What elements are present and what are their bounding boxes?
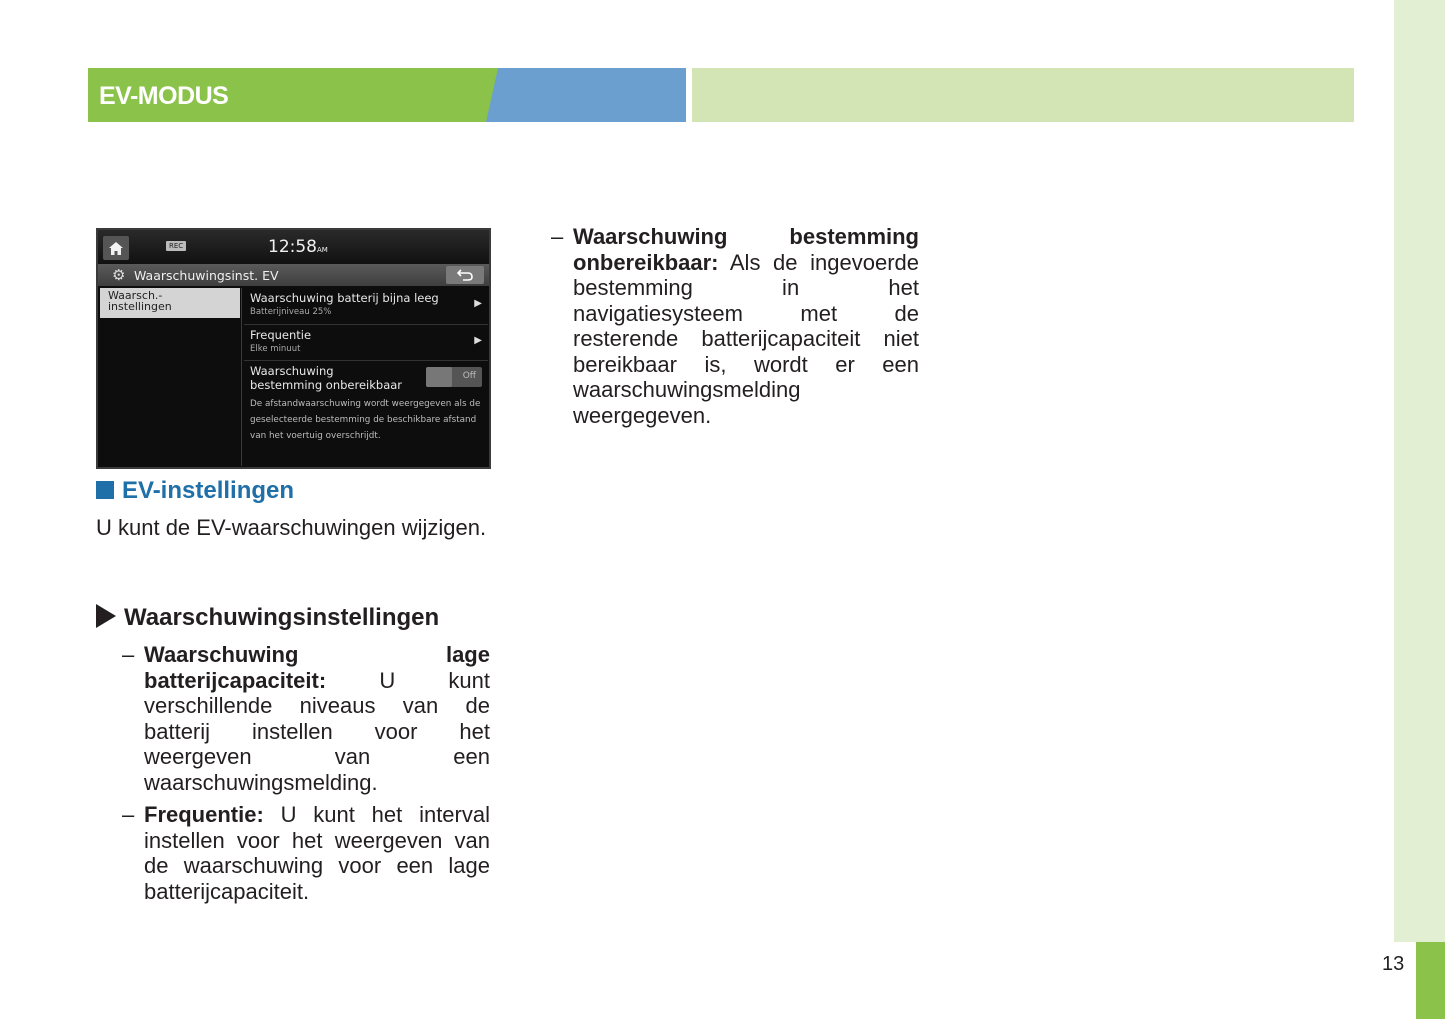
- rec-indicator: REC: [166, 241, 186, 251]
- subsection-heading: [96, 604, 439, 632]
- chapter-title: EV-MODUS: [99, 82, 229, 110]
- setting-row-frequency[interactable]: [244, 325, 488, 361]
- chevron-right-icon: ▶: [474, 298, 482, 309]
- item-text: U kunt het interval instellen voor het weergeven van de waarschuwing voor een lage batterijcapaciteit.: [144, 802, 490, 904]
- setting-label: [250, 364, 402, 392]
- item-text: U kunt verschillende niveaus van de batterij instellen voor het weergeven van een waarschuwingsmelding.: [144, 667, 490, 795]
- setting-value: Elke minuut: [250, 344, 301, 354]
- sidebar-item-label-line1: Waarsch.-: [108, 289, 163, 302]
- section-heading-text: EV-instellingen: [122, 477, 295, 504]
- item-term: Frequentie:: [144, 802, 264, 827]
- sidebar-item-label-line2: instellingen: [108, 300, 172, 313]
- toggle-state: Off: [462, 371, 476, 381]
- side-margin-strip: [1394, 0, 1445, 942]
- screen-title: Waarschuwingsinst. EV: [134, 268, 279, 283]
- chevron-right-icon: ▶: [474, 335, 482, 346]
- screen-status-bar: [98, 230, 489, 264]
- back-button[interactable]: [446, 266, 484, 284]
- dash-bullet: –: [551, 224, 564, 249]
- subsection-heading-text: Waarschuwingsinstellingen: [124, 604, 440, 631]
- setting-label-line2: bestemming onbereikbaar: [250, 378, 403, 392]
- header-blue-band: [486, 68, 686, 122]
- head-unit-screenshot: [96, 228, 491, 469]
- setting-row-low-battery[interactable]: [244, 288, 488, 325]
- list-item-frequency: [122, 802, 490, 904]
- list-item-low-battery: [122, 642, 490, 795]
- clock-ampm: AM: [317, 246, 328, 254]
- dash-bullet: –: [122, 802, 135, 827]
- gear-icon: ⚙: [112, 266, 126, 284]
- setting-description: De afstandwaarschuwing wordt weergegeven als de geselecteerde bestemming de beschikbare afstand van het voertuig overschrijdt.: [250, 399, 481, 441]
- setting-label: Frequentie: [250, 328, 312, 342]
- header-light-band: [692, 68, 1354, 122]
- destination-warning-toggle[interactable]: [426, 367, 482, 387]
- setting-row-destination-unreachable[interactable]: [244, 361, 488, 395]
- setting-value: Batterijniveau 25%: [250, 307, 332, 317]
- screen-title-bar: [98, 264, 489, 286]
- section-intro: U kunt de EV-waarschuwingen wijzigen.: [96, 515, 487, 540]
- item-term: Waarschuwing bestemming onbereikbaar:: [573, 224, 919, 275]
- home-icon: [109, 242, 123, 255]
- clock-time: 12:58: [268, 237, 317, 257]
- page-number: 13: [1382, 953, 1405, 975]
- item-term: Waarschuwing lage batterijcapaciteit:: [144, 642, 490, 693]
- page-tab: [1416, 942, 1445, 1019]
- screen-divider: [241, 288, 242, 466]
- home-button[interactable]: [103, 236, 129, 260]
- setting-label-line1: Waarschuwing: [250, 364, 334, 378]
- section-heading: [96, 477, 294, 505]
- item-text: Als de ingevoerde bestemming in het navigatiesysteem met de resterende batterijcapaciteit niet bereikbaar is, wordt er een waarschuwingsmelding weergegeven.: [573, 249, 919, 428]
- toggle-knob: [426, 367, 452, 387]
- clock: [268, 237, 328, 257]
- back-arrow-icon: [457, 269, 473, 281]
- triangle-bullet-icon: [96, 604, 116, 628]
- dash-bullet: –: [122, 642, 135, 667]
- list-item-destination-unreachable: [551, 224, 919, 428]
- square-bullet-icon: [96, 481, 114, 499]
- sidebar-item-warning-settings[interactable]: [100, 288, 240, 318]
- setting-label: Waarschuwing batterij bijna leeg: [250, 291, 439, 305]
